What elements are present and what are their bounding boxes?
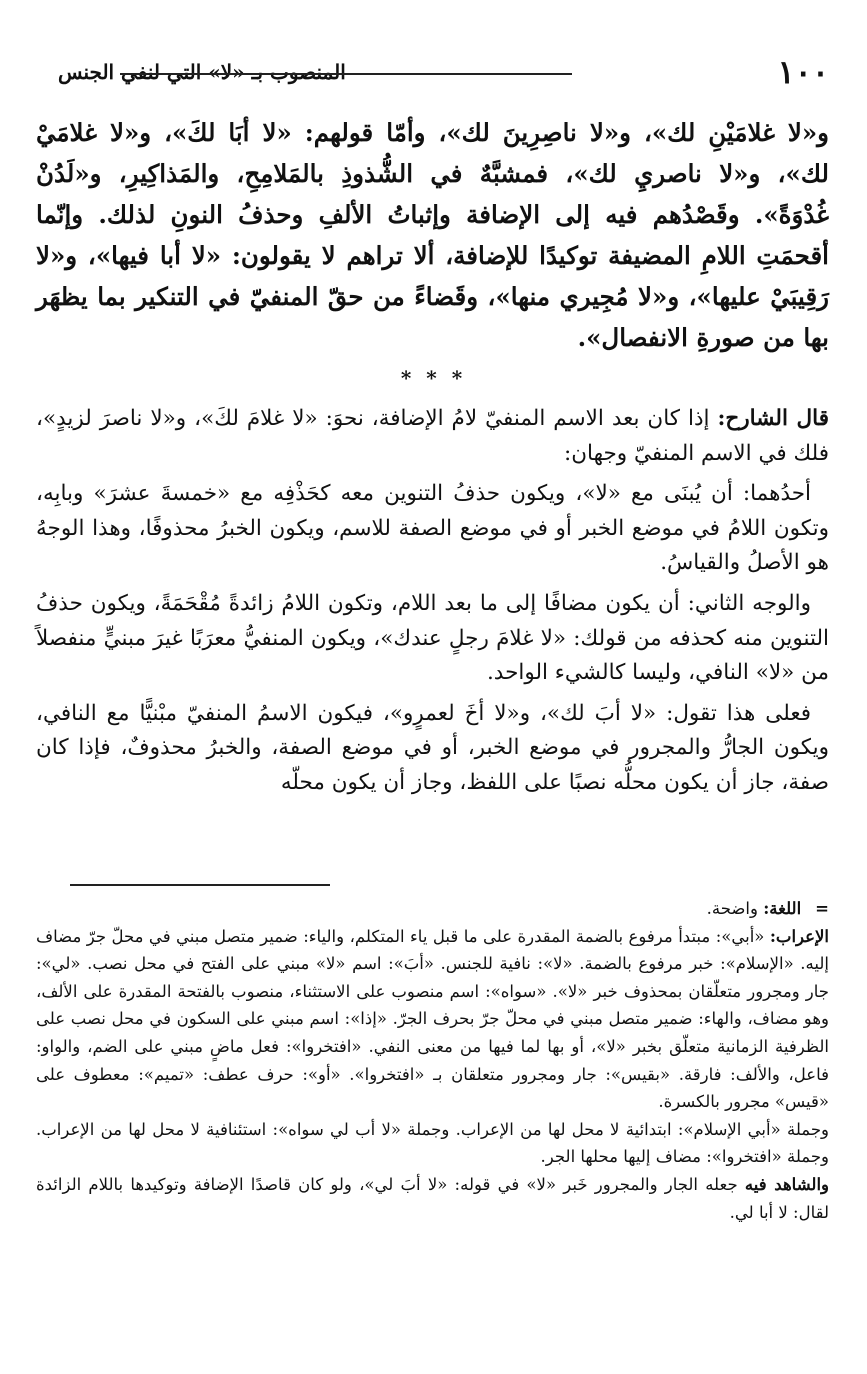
footnotes-section: [36, 895, 829, 1226]
footnote-rule: [70, 884, 330, 886]
commentary-text: إذا كان بعد الاسم المنفيّ لامُ الإضافة، نحوَ: «لا غلامَ لكَ»، و«لا ناصرَ لزيدٍ»، فلك في الاسم المنفيّ وجهان:: [36, 406, 829, 466]
commentary-lead: قال الشارح:: [717, 406, 830, 431]
running-title: المنصوب بـ «لا» التي لنفي الجنس: [58, 60, 346, 84]
footnote-text: واضحة.: [706, 899, 764, 918]
footnote-text: «أبي»: مبتدأ مرفوع بالضمة المقدرة على ما قبل ياء المتكلم، والياء: ضمير متصل مبني في محلّ جرّ مضاف إليه. «الإسلام»: خبر مرفوع بالضمة. «لا»: نافية للجنس. «أبَ»: اسم «لا» مبني على الفتح في محل نصب. «لي»: جار ومجرور متعلّقان بمحذوف خبر «لا». «سواه»: اسم منصوب على الاستثناء، منصوب بالفتحة المقدرة على الألف، وهو مضاف، والهاء: ضمير متصل مبني في محلّ جرّ بحرف الجرّ. «إذا»: اسم مبني على السكون في محل نصب على الظرفية الزمانية متعلّق بخبر «لا»، أو بها لما فيها من معنى النفي. «افتخروا»: فعل ماضٍ مبني على الضم، والواو: فاعل، والألف: فارقة. «بقيس»: جار ومجرور متعلقان بـ «افتخروا». «أو»: حرف عطف: «تميم»: معطوف على «قيس» مجرور بالكسرة.: [36, 926, 829, 1112]
section-separator: * * *: [400, 366, 467, 390]
commentary-paragraph: أحدُهما: أن يُبنَى مع «لا»، ويكون حذفُ التنوين معه كحَذْفِه مع «خمسةَ عشرَ» وبابِه، وتكون اللامُ في موضع الخبر أو في موضع الصفة للاسم، ويكون الخبرُ محذوفًا، وهذا الوجهُ هو الأصلُ والقياسُ.: [36, 481, 829, 576]
footnote-line: [36, 895, 829, 923]
page-number: ١٠٠: [777, 53, 829, 91]
footnote-line: [36, 923, 829, 1116]
footnote-line: [36, 1171, 829, 1226]
commentary-section: [36, 402, 829, 807]
commentary-paragraph: والوجه الثاني: أن يكون مضافًا إلى ما بعد اللام، وتكون اللامُ زائدةً مُقْحَمَةً، ويكون حذفُ التنوين منه كحذفه من قولك: «لا غلامَ رجلٍ عندك»، ويكون المنفيُّ معرَبًا غيرَ مبنيٍّ منفصلاً من «لا» النافي، وليسا كالشيء الواحد.: [36, 590, 829, 686]
footnote-key: الإعراب:: [769, 926, 829, 946]
footnote-key: والشاهد فيه: [744, 1174, 829, 1194]
page-header: [58, 52, 829, 92]
footnote-key: اللغة:: [763, 899, 802, 918]
continuation-mark: =: [815, 899, 829, 918]
header-rule: [120, 73, 572, 75]
commentary-paragraph: [36, 402, 829, 471]
main-quoted-text: و«لا غلامَيْنِ لك»، و«لا ناصِرِينَ لك»، وأمّا قولهم: «لا أبَا لكَ»، و«لا غلامَيْ لك»، و«لا ناصريِ لك»، فمشبَّهٌ في الشُّذوذِ بالمَلامِحِ، والمَذاكِيرِ، و«لَدُنْ غُدْوَةً». وقَصْدُهم فيه إلى الإضافة وإثباتُ الألفِ وحذفُ النونِ لذلك. وإنّما أقحمَتِ اللامِ المضيفة توكيدًا للإضافة، ألا تراهم لا يقولون: «لا أبا فيها»، و«لا رَقِيبَيْ عليها»، و«لا مُجِيري منها»، وقَضاءً من حقّ المنفيّ في التنكير بما يظهَر بها من صورةِ الانفصال».: [36, 118, 829, 352]
footnote-text: جعله الجار والمجرور خَبر «لا» في قوله: «لا أبَ لي»، ولو كان قاصدًا الإضافة وتوكيدها باللام الزائدة لقال: لا أبا لي.: [36, 1174, 829, 1222]
footnote-line: وجملة «أبي الإسلام»: ابتدائية لا محل لها من الإعراب. وجملة «لا أب لي سواه»: استئنافية لا محل لها من الإعراب. وجملة «افتخروا»: مضاف إليها محلها الجر.: [36, 1119, 829, 1167]
commentary-paragraph: فعلى هذا تقول: «لا أبَ لك»، و«لا أخَ لعمرٍو»، فيكون الاسمُ المنفيّ مبْنيًّا مع النافي، ويكون الجارُّ والمجرور في موضع الخبر، أو في موضع الصفة، والخبرُ محذوفٌ، فإذا كان صفة، جاز أن يكون محلُّه نصبًا على اللفظ، وجاز أن يكون محلّه: [36, 700, 829, 795]
